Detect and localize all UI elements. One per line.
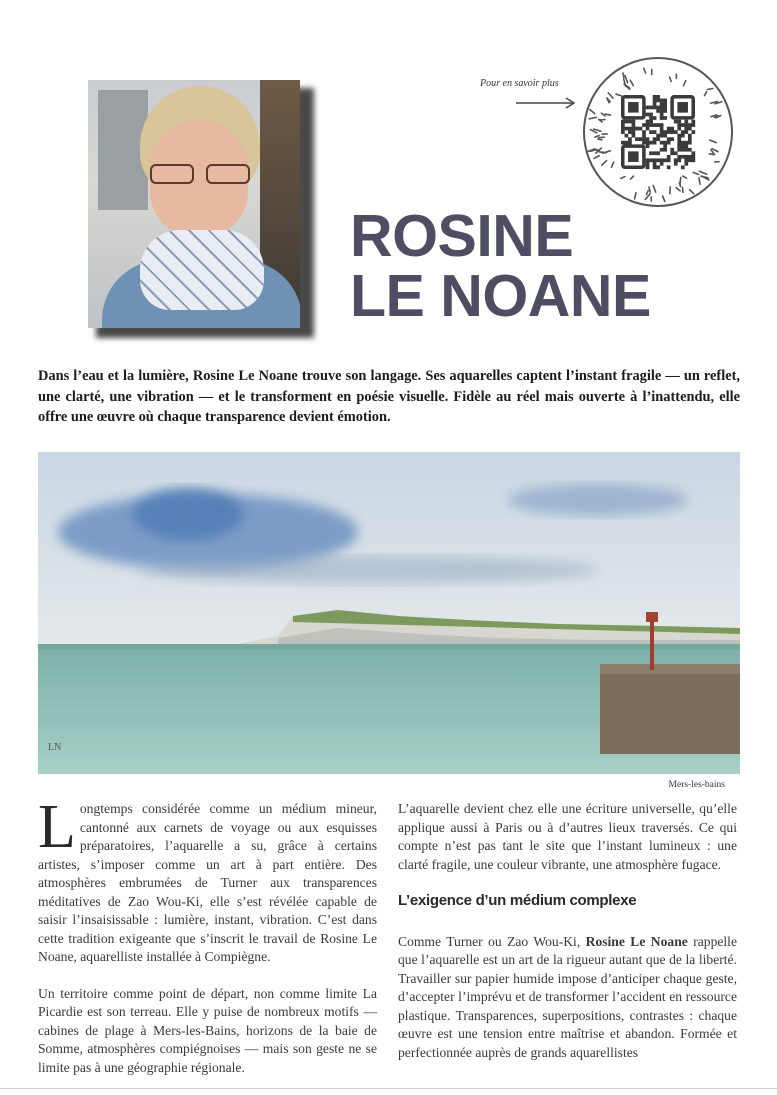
- title-line-2: LE NOANE: [350, 266, 651, 326]
- paragraph-text: Comme Turner ou Zao Wou-Ki,: [398, 934, 586, 949]
- article-paragraph: Un territoire comme point de départ, non comme limite La Picardie est son terreau. Elle y puise de nombreux motifs — cabines de plage à Mers-les-Bains, horizons de la baie de Somme, atmosphères compiégnoises — mais son geste ne se limite pas à une géographie régionale.: [38, 985, 377, 1078]
- artist-name-title: [350, 206, 651, 326]
- drop-cap: L: [38, 802, 76, 852]
- page-bottom-rule: [0, 1088, 777, 1089]
- section-heading: L’exigence d’un médium complexe: [398, 892, 737, 911]
- article-paragraph: [398, 933, 737, 1063]
- artist-name-bold: Rosine Le Noane: [586, 934, 688, 949]
- paragraph-text: ongtemps considérée comme un médium mineur, cantonné aux carnets de voyage ou aux esquisses préparatoires, l’aquarelle a su, grâce à certains artistes, s’imposer comme un art à part entière. Des atmosphères embrumées de Turner aux transparences méditatives de Zao Wou-Ki, elle s’est révélée capable de saisir l’insaisissable : lumière, instant, vibration. C’est dans cette tradition exigeante que s’inscrit le travail de Rosine Le Noane, aquarelliste installée à Compiègne.: [38, 801, 377, 964]
- watercolor-painting: [38, 452, 740, 774]
- qr-code-icon: [585, 59, 731, 205]
- arrow-right-icon: [516, 96, 578, 110]
- article-column-left: [38, 800, 377, 1095]
- painting-caption: Mers-les-bains: [669, 780, 725, 790]
- artist-portrait: [88, 80, 300, 328]
- article-column-right: [398, 800, 737, 1080]
- painting-signature: LN: [48, 742, 61, 753]
- paragraph-text: rappelle que l’aquarelle est un art de la rigueur autant que de la liberté. Travailler sur papier humide impose d’anticiper chaque geste, d’accepter l’imprévu et de transformer l’accident en ressource plastique. Transparences, superpositions, contrastes : chaque œuvre est une tension entre maîtrise et abandon. Formée et perfectionnée auprès de grands aquarellistes: [398, 934, 737, 1060]
- qr-code[interactable]: [583, 57, 733, 207]
- article-paragraph: L’aquarelle devient chez elle une écriture universelle, qu’elle applique aussi à Paris ou à d’autres lieux traversés. Ce qui compte n’est pas tant le site que l’instant lumineux : une clarté fragile, une couleur vibrante, une atmosphère fugace.: [398, 800, 737, 874]
- qr-caption: Pour en savoir plus: [480, 78, 559, 89]
- article-paragraph: [38, 800, 377, 967]
- intro-paragraph: Dans l’eau et la lumière, Rosine Le Noane trouve son langage. Ses aquarelles captent l’instant fragile — un reflet, une clarté, une vibration — et le transforment en poésie visuelle. Fidèle au réel mais ouverte à l’inattendu, elle offre une œuvre où chaque transparence devient émotion.: [38, 366, 740, 428]
- title-line-1: ROSINE: [350, 206, 651, 266]
